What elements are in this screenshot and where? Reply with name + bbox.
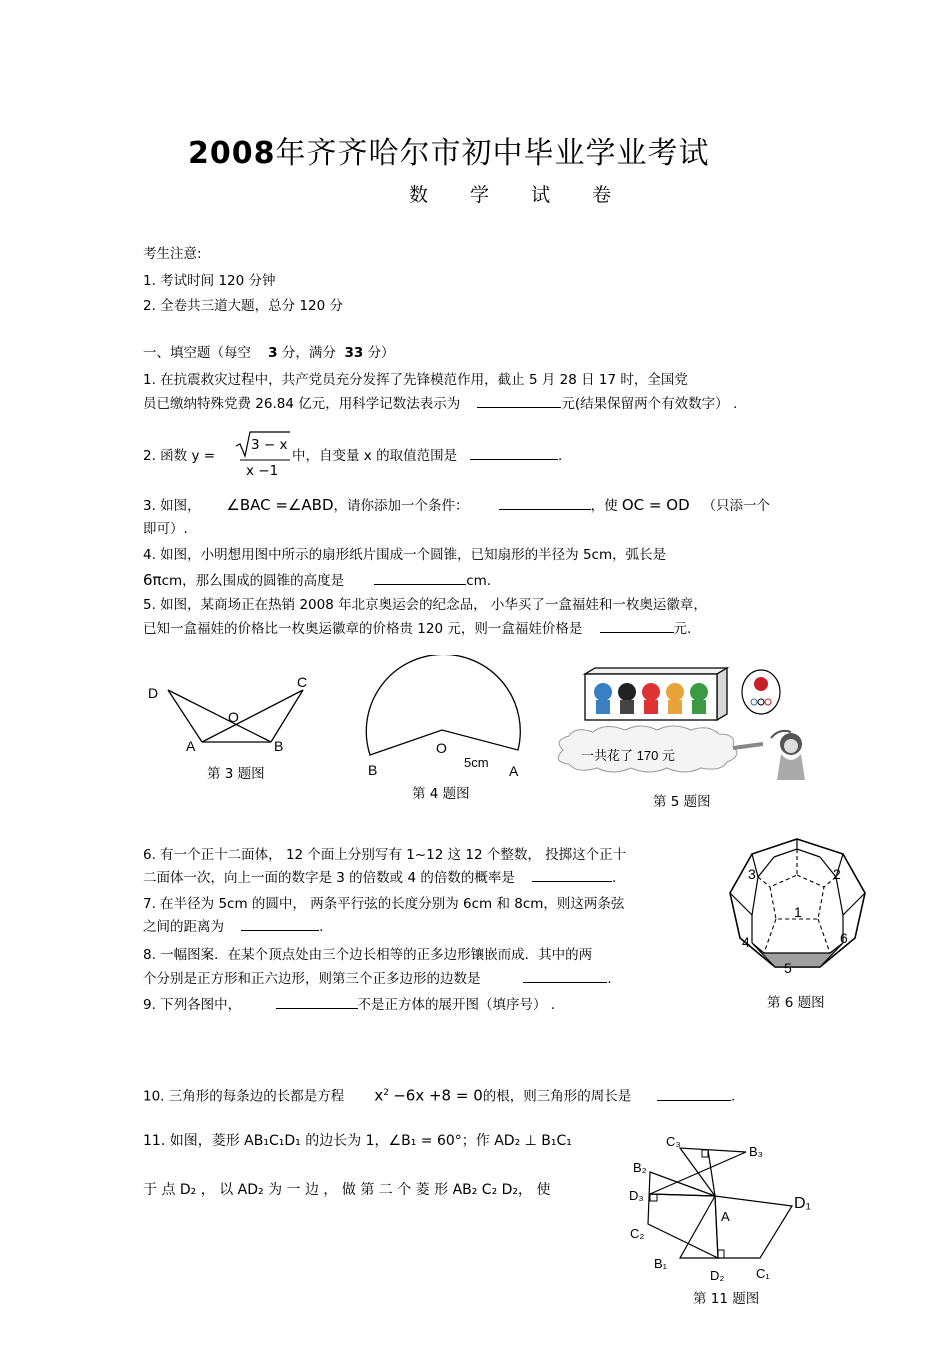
q7-answer-blank[interactable] <box>241 918 319 931</box>
fig11-label-D3: D₃ <box>629 1188 644 1203</box>
fig11-label-D1: D₁ <box>794 1195 811 1212</box>
q6-line-2: 二面体一次，向上一面的数字是 3 的倍数或 4 的倍数的概率是 . <box>143 870 617 886</box>
fig6-label-1: 1 <box>794 904 802 920</box>
fig11-label-D2: D₂ <box>710 1268 725 1283</box>
olympic-badge <box>742 670 780 714</box>
fig3-line-DA <box>168 690 202 742</box>
q5-answer-blank[interactable] <box>600 620 674 633</box>
q11-line-2: 于 点 D₂ ， 以 AD₂ 为 一 边 ， 做 第 二 个 菱 形 AB₂ C₂ D₂， 使 <box>143 1182 551 1198</box>
q2-line: 2. 函数 y = <box>143 448 216 464</box>
fuwa-box <box>585 668 727 720</box>
fig4-label-radius: 5cm <box>464 755 489 770</box>
fig6-label-6: 6 <box>840 930 848 946</box>
section-1-heading: 一、填空题（每空 3 分，满分 33 分） <box>143 345 395 361</box>
fig3-line-CA <box>202 690 303 742</box>
q8-line-1: 8. 一幅图案．在某个顶点处由三个边长相等的正多边形镶嵌而成．其中的两 <box>143 947 593 963</box>
q4-line-2: 6πcm，那么围成的圆锥的高度是 cm. <box>143 571 492 589</box>
q2-denominator: x −1 <box>246 463 279 479</box>
exam-title <box>188 128 710 172</box>
q2-answer-blank[interactable] <box>470 447 558 460</box>
notice-item-2: 2. 全卷共三道大题，总分 120 分 <box>143 298 344 314</box>
fig6-label-5: 5 <box>784 960 792 976</box>
fig11-rhombus-3 <box>650 1148 746 1196</box>
girl-figure <box>771 731 805 780</box>
notice-item-1: 1. 考试时间 120 分钟 <box>143 273 276 289</box>
figure-5 <box>545 662 820 792</box>
fig6-label-3: 3 <box>748 866 756 882</box>
fig11-label-B2: B₂ <box>633 1160 647 1175</box>
figure-4 <box>360 655 535 785</box>
fig3-label-D: D <box>148 685 159 701</box>
fig3-label-O: O <box>228 709 239 725</box>
fig11-label-A: A <box>721 1209 730 1224</box>
q10-line: 10. 三角形的每条边的长都是方程 $x^2 -6x +8 = 0$的根，则三角形的周长是 . <box>143 1086 736 1105</box>
q6-answer-blank[interactable] <box>532 869 612 882</box>
fig11-rhombus-1 <box>680 1196 792 1258</box>
fig6-label-4: 4 <box>742 934 750 950</box>
q6-line-1: 6. 有一个正十二面体， 12 个面上分别写有 1~12 这 12 个整数， 投掷这个正十 <box>143 847 627 863</box>
q4-answer-blank[interactable] <box>374 572 466 585</box>
q11-line-1: 11. 如图，菱形 AB₁C₁D₁ 的边长为 1，∠B₁ = 60°；作 AD₂ ⊥ B₁C₁ <box>143 1133 572 1149</box>
fig3-caption: 第 3 题图 <box>207 766 265 782</box>
q4-line-1: 4. 如图，小明想用图中所示的扇形纸片围成一个圆锥，已知扇形的半径为 5cm，弧长是 <box>143 547 667 563</box>
fig4-label-B: B <box>368 762 378 778</box>
figure-11 <box>620 1130 830 1295</box>
fig11-label-C3: C₃ <box>666 1134 681 1149</box>
fig3-label-B: B <box>274 738 284 754</box>
exam-subtitle: 数 学 试 卷 <box>409 184 630 206</box>
fig11-label-C1: C₁ <box>756 1266 770 1281</box>
q7-line-1: 7. 在半径为 5cm 的圆中， 两条平行弦的长度分别为 6cm 和 8cm，则这两条弦 <box>143 896 625 912</box>
q3-line-2: 即可）. <box>143 521 188 537</box>
q1-line-1: 1. 在抗震救灾过程中，共产党员充分发挥了先锋模范作用，截止 5 月 28 日 17 时，全国党 <box>143 372 688 388</box>
q1-line-2: 员已缴纳特殊党费 26.84 亿元，用科学记数法表示为 元(结果保留两个有效数字） . <box>143 396 738 412</box>
fig6-caption: 第 6 题图 <box>767 995 825 1011</box>
fig11-label-C2: C₂ <box>630 1226 645 1241</box>
fig5-speech-text: 一共花了 170 元 <box>581 748 675 763</box>
fig6-label-2: 2 <box>833 866 841 882</box>
fig3-label-A: A <box>186 738 196 754</box>
q9-line-1: 9. 下列各图中， 不是正方体的展开图（填序号） . <box>143 997 556 1013</box>
fig3-label-C: C <box>297 674 308 690</box>
q2-numerator: 3 − x <box>251 437 288 453</box>
q10-answer-blank[interactable] <box>657 1088 731 1101</box>
q7-line-2: 之间的距离为 . <box>143 919 324 935</box>
q8-line-2: 个分别是正方形和正六边形，则第三个正多边形的边数是 . <box>143 971 612 987</box>
q8-answer-blank[interactable] <box>523 970 607 983</box>
fig11-label-B3: B₃ <box>749 1144 763 1159</box>
fig4-caption: 第 4 题图 <box>412 786 470 802</box>
figure-6 <box>722 835 872 985</box>
q3-line-1: 3. 如图， ∠BAC =∠ABD，请你添加一个条件： ，使 OC = OD （只添一个 <box>143 496 770 514</box>
q9-answer-blank[interactable] <box>276 996 358 1009</box>
fig5-caption: 第 5 题图 <box>653 794 711 810</box>
title-year: 2008 <box>188 136 276 171</box>
fig4-label-O: O <box>436 740 447 756</box>
notice-heading: 考生注意: <box>143 246 202 262</box>
title-text: 年齐齐哈尔市初中毕业学业考试 <box>275 136 710 171</box>
q3-answer-blank[interactable] <box>499 497 591 510</box>
fig3-line-DB <box>168 690 271 742</box>
q5-line-2: 已知一盒福娃的价格比一枚奥运徽章的价格贵 120 元，则一盒福娃价格是 元. <box>143 621 692 637</box>
q5-line-1: 5. 如图，某商场正在热销 2008 年北京奥运会的纪念品， 小华买了一盒福娃和一枚奥运徽章， <box>143 597 707 613</box>
q2-suffix: 中，自变量 x 的取值范围是 . <box>292 448 563 464</box>
fig11-caption: 第 11 题图 <box>693 1291 760 1307</box>
q1-answer-blank[interactable] <box>477 395 561 408</box>
fig4-label-A: A <box>509 763 519 779</box>
fig11-label-B1: B₁ <box>654 1256 668 1271</box>
